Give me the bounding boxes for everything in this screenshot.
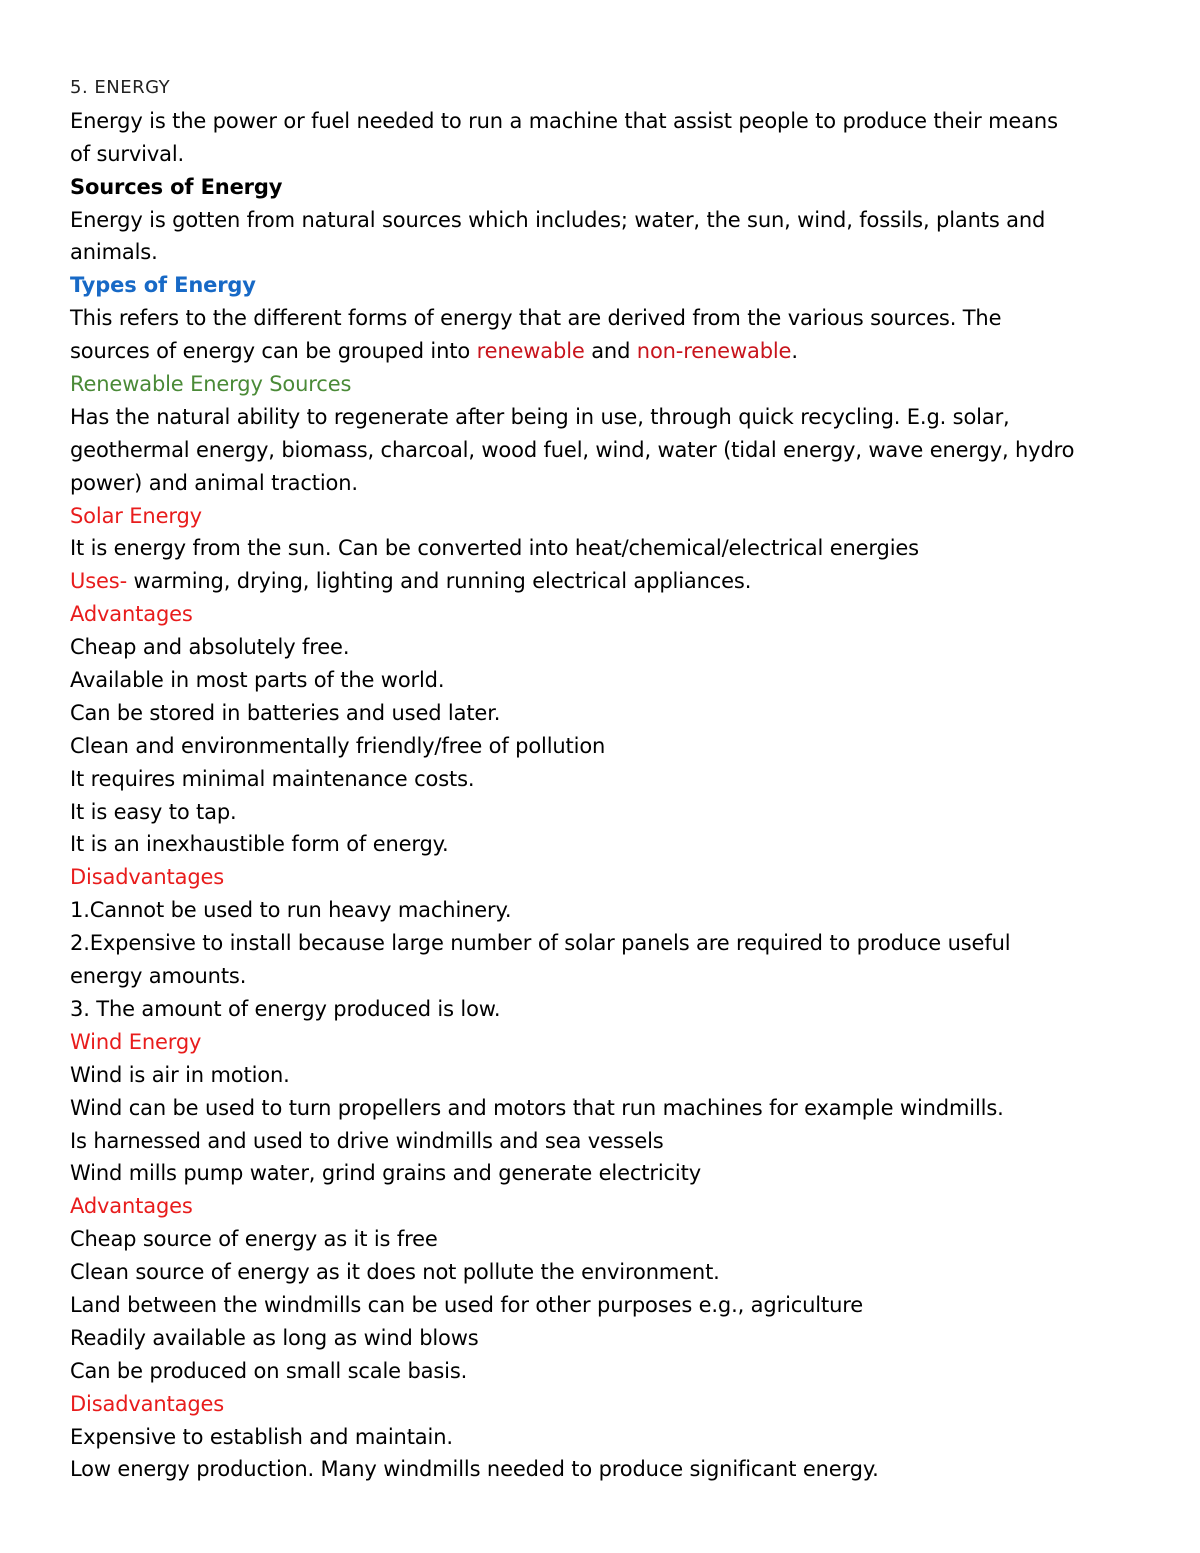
wind-description-line: Is harnessed and used to drive windmills and sea vessels [70, 1128, 664, 1153]
renewable-line-2: geothermal energy, biomass, charcoal, wood fuel, wind, water (tidal energy, wave energy, hydro [70, 437, 1075, 462]
wind-advantage-item: Cheap source of energy as it is free [70, 1227, 438, 1252]
solar-advantages-heading: Advantages [70, 602, 193, 627]
intro-line-2: of survival. [70, 141, 185, 166]
intro-line-1: Energy is the power or fuel needed to run a machine that assist people to produce their means [70, 108, 1058, 133]
renewable-line-3: power) and animal traction. [70, 470, 358, 495]
types-line-2-and: and [584, 339, 637, 364]
wind-advantage-item: Clean source of energy as it does not pollute the environment. [70, 1260, 720, 1285]
solar-advantage-item: Clean and environmentally friendly/free of pollution [70, 733, 606, 758]
solar-heading: Solar Energy [70, 503, 202, 528]
wind-disadvantage-item: Expensive to establish and maintain. [70, 1424, 453, 1449]
nonrenewable-term: non-renewable [636, 339, 792, 364]
document-page [70, 72, 1130, 1486]
wind-advantage-item: Can be produced on small scale basis. [70, 1358, 468, 1383]
solar-uses-text: warming, drying, lighting and running electrical appliances. [127, 569, 752, 594]
solar-advantage-item: It is an inexhaustible form of energy. [70, 832, 449, 857]
solar-advantage-item: Available in most parts of the world. [70, 668, 445, 693]
types-line-2-end: . [791, 339, 798, 364]
solar-uses [70, 565, 1130, 598]
solar-disadvantage-item: 2.Expensive to install because large number of solar panels are required to produce useful [70, 931, 1011, 956]
sources-heading: Sources of Energy [70, 174, 283, 199]
wind-heading: Wind Energy [70, 1029, 202, 1054]
wind-description-line: Wind mills pump water, grind grains and generate electricity [70, 1161, 701, 1186]
types-line-2 [70, 335, 1130, 368]
renewable-term: renewable [476, 339, 585, 364]
sources-line-2: animals. [70, 240, 158, 265]
solar-disadvantage-item: 1.Cannot be used to run heavy machinery. [70, 898, 512, 923]
wind-advantage-item: Readily available as long as wind blows [70, 1325, 479, 1350]
solar-disadvantage-item: energy amounts. [70, 964, 247, 989]
wind-description-line: Wind can be used to turn propellers and motors that run machines for example windmills. [70, 1095, 1004, 1120]
sources-line-1: Energy is gotten from natural sources which includes; water, the sun, wind, fossils, plants and [70, 207, 1046, 232]
wind-advantages-heading: Advantages [70, 1194, 193, 1219]
solar-uses-label: Uses- [70, 569, 128, 594]
wind-disadvantages-heading: Disadvantages [70, 1391, 225, 1416]
wind-description-line: Wind is air in motion. [70, 1062, 290, 1087]
types-heading: Types of Energy [70, 273, 256, 298]
solar-advantage-item: Can be stored in batteries and used later. [70, 700, 501, 725]
types-line-2-start: sources of energy can be grouped into [70, 339, 477, 364]
solar-description: It is energy from the sun. Can be converted into heat/chemical/electrical energies [70, 536, 919, 561]
types-line-1: This refers to the different forms of energy that are derived from the various sources. The [70, 306, 1002, 331]
renewable-line-1: Has the natural ability to regenerate after being in use, through quick recycling. E.g. solar, [70, 404, 1010, 429]
renewable-heading: Renewable Energy Sources [70, 372, 352, 397]
solar-disadvantages-heading: Disadvantages [70, 865, 225, 890]
solar-advantage-item: Cheap and absolutely free. [70, 635, 350, 660]
solar-advantage-item: It requires minimal maintenance costs. [70, 766, 475, 791]
document-title: 5. ENERGY [70, 77, 171, 98]
solar-advantage-item: It is easy to tap. [70, 799, 237, 824]
wind-advantage-item: Land between the windmills can be used for other purposes e.g., agriculture [70, 1292, 864, 1317]
wind-disadvantage-item: Low energy production. Many windmills needed to produce significant energy. [70, 1457, 879, 1482]
solar-disadvantage-item: 3. The amount of energy produced is low. [70, 996, 501, 1021]
